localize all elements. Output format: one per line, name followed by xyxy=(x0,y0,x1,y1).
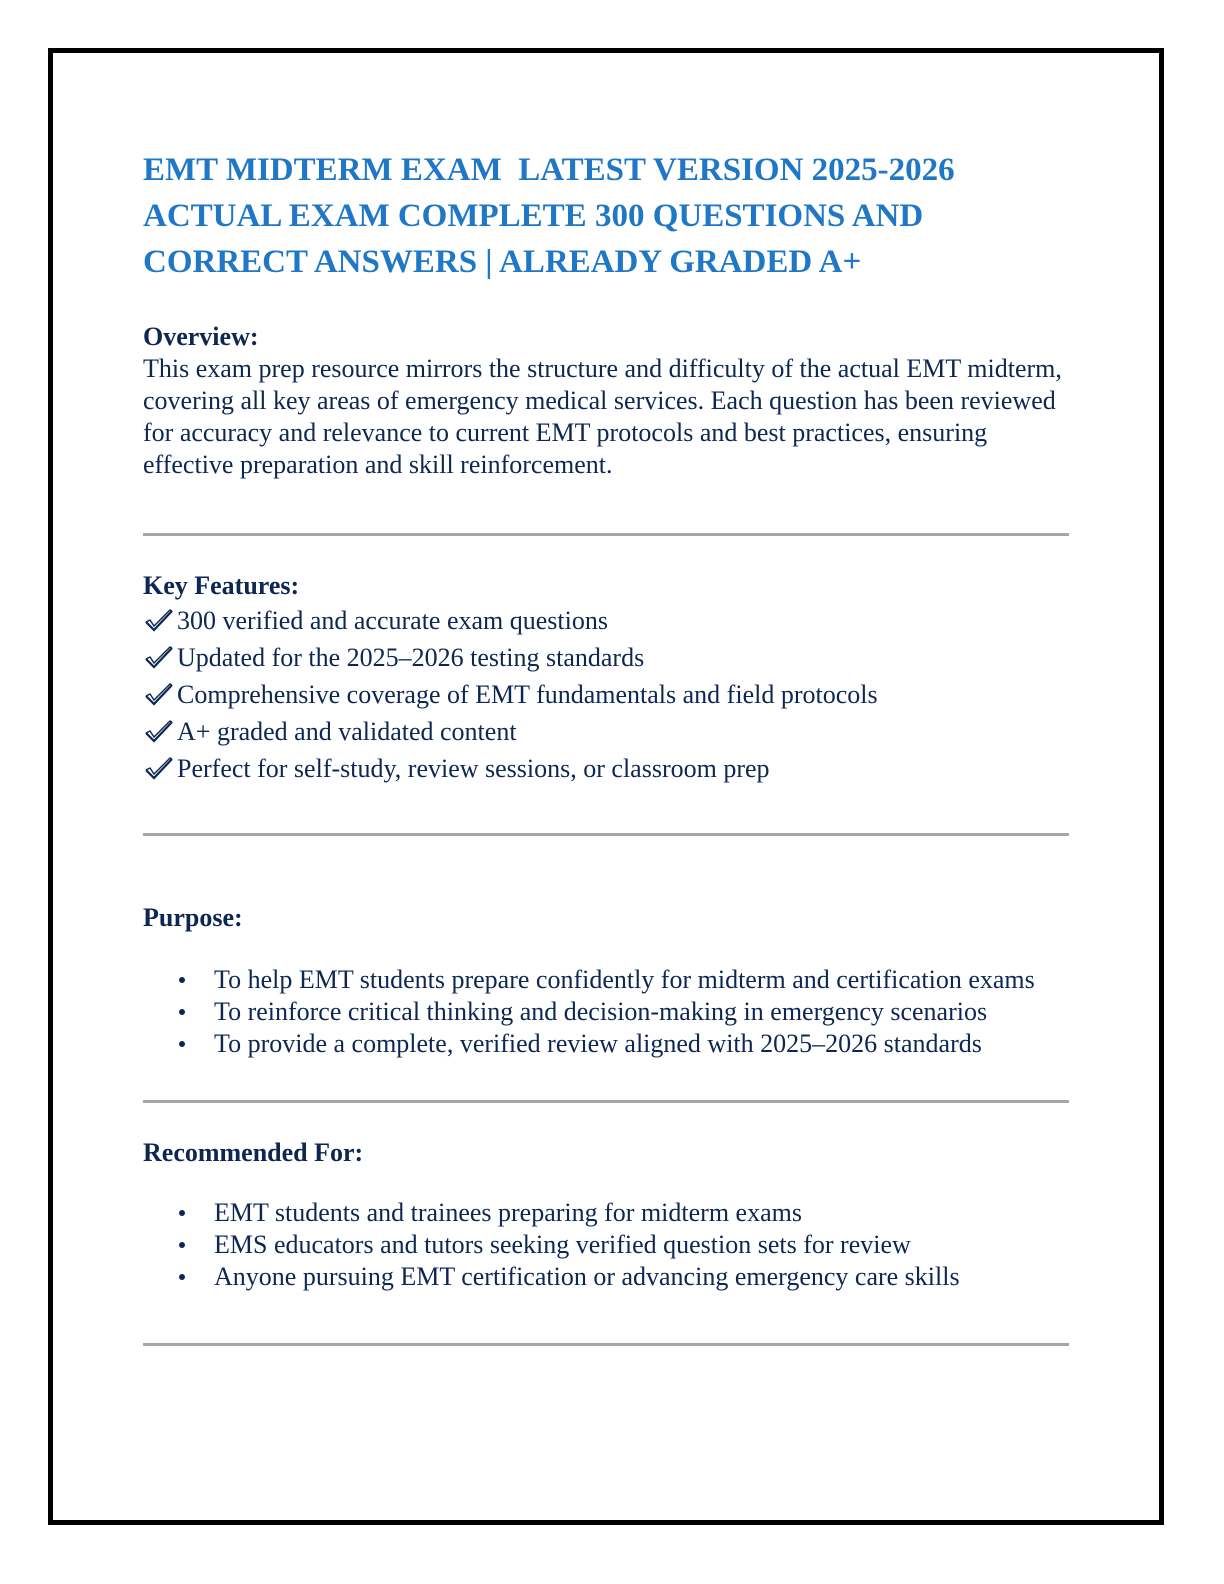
bullet-icon xyxy=(179,977,185,983)
list-item xyxy=(143,1229,1073,1261)
checkmark-icon xyxy=(143,718,177,746)
feature-text: Perfect for self-study, review sessions, or classroom prep xyxy=(177,754,770,783)
key-features-section xyxy=(143,570,1073,787)
section-divider xyxy=(143,1343,1069,1346)
list-item xyxy=(143,713,1073,750)
title-line-1: EMT MIDTERM EXAM LATEST VERSION 2025-2026 xyxy=(143,152,955,188)
document-title xyxy=(143,147,1073,285)
list-item xyxy=(143,996,1073,1028)
overview-heading: Overview: xyxy=(143,322,259,351)
document-content xyxy=(143,147,1073,1346)
bullet-icon xyxy=(179,1210,185,1216)
list-item xyxy=(143,1197,1073,1229)
list-item xyxy=(143,750,1073,787)
feature-text: A+ graded and validated content xyxy=(177,717,517,746)
recommended-text: Anyone pursuing EMT certification or advancing emergency care skills xyxy=(214,1262,960,1291)
recommended-text: EMS educators and tutors seeking verified question sets for review xyxy=(214,1230,911,1259)
list-item xyxy=(143,676,1073,713)
key-features-list xyxy=(143,602,1073,787)
bullet-icon xyxy=(179,1041,185,1047)
key-features-heading: Key Features: xyxy=(143,571,300,600)
recommended-for-list xyxy=(143,1197,1073,1293)
checkmark-icon xyxy=(143,644,177,672)
bullet-icon xyxy=(179,1009,185,1015)
list-item xyxy=(143,1028,1073,1060)
feature-text: 300 verified and accurate exam questions xyxy=(177,606,608,635)
purpose-text: To provide a complete, verified review aligned with 2025–2026 standards xyxy=(214,1029,982,1058)
list-item xyxy=(143,639,1073,676)
purpose-text: To help EMT students prepare confidently for midterm and certification exams xyxy=(214,965,1035,994)
purpose-heading: Purpose: xyxy=(143,903,243,932)
recommended-text: EMT students and trainees preparing for midterm exams xyxy=(214,1198,802,1227)
overview-text: This exam prep resource mirrors the structure and difficulty of the actual EMT midterm, covering all key areas of emergency medical services. Each question has been reviewed for accuracy and relevance to current EMT protocols and best practices, ensuring effective preparation and skill reinforcement. xyxy=(143,354,1062,479)
bullet-icon xyxy=(179,1242,185,1248)
purpose-list xyxy=(143,964,1073,1060)
purpose-text: To reinforce critical thinking and decision-making in emergency scenarios xyxy=(214,997,988,1026)
feature-text: Comprehensive coverage of EMT fundamentals and field protocols xyxy=(177,680,878,709)
recommended-for-section xyxy=(143,1137,1073,1293)
checkmark-icon xyxy=(143,607,177,635)
list-item xyxy=(143,964,1073,996)
checkmark-icon xyxy=(143,681,177,709)
bullet-icon xyxy=(179,1274,185,1280)
checkmark-icon xyxy=(143,755,177,783)
purpose-section xyxy=(143,902,1073,1060)
list-item xyxy=(143,1261,1073,1293)
overview-section xyxy=(143,321,1073,481)
feature-text: Updated for the 2025–2026 testing standards xyxy=(177,643,645,672)
recommended-for-heading: Recommended For: xyxy=(143,1138,364,1167)
title-line-2: ACTUAL EXAM COMPLETE 300 QUESTIONS AND xyxy=(143,198,924,234)
title-line-3: CORRECT ANSWERS | ALREADY GRADED A+ xyxy=(143,244,862,280)
list-item xyxy=(143,602,1073,639)
